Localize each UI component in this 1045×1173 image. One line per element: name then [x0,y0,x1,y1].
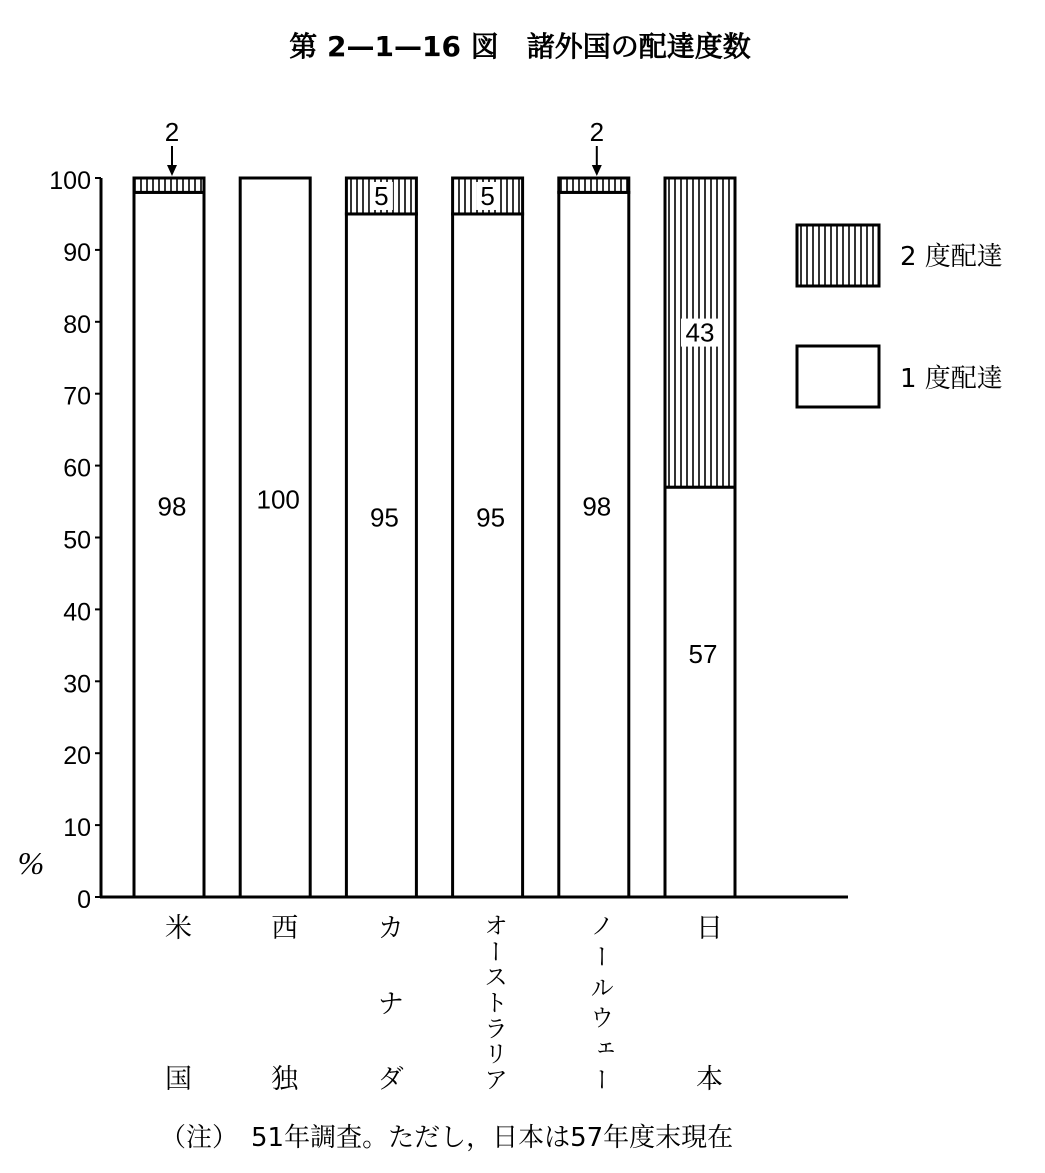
y-tick-label: 0 [77,886,91,914]
data-label: 57 [688,639,718,670]
y-tick-label: 30 [63,670,91,699]
category-char: ウ [585,1005,614,1030]
chart-title: 第 2—1—16 図 諸外国の配達度数 [289,30,751,63]
bar-segment-1 [346,214,416,897]
x-category-label [474,913,514,1091]
category-char: 独 [266,1064,298,1091]
y-tick-label: 50 [63,526,91,555]
x-category-label [367,913,407,1091]
y-tick-label: 90 [63,238,91,267]
y-tick-label: 60 [63,454,91,483]
category-char: ル [585,974,614,999]
arrow-head [167,165,177,176]
data-label: 95 [476,502,506,533]
bar-segment-1 [453,214,523,897]
category-char: ダ [372,1064,404,1091]
legend-swatch-2 [797,225,879,286]
category-char: 西 [266,913,298,940]
category-char: ー [585,1066,614,1091]
category-char: ー [585,943,614,968]
y-tick-label: 40 [63,598,91,627]
category-char: ト [479,989,508,1014]
plot-area [49,117,848,914]
category-char: ノ [585,913,614,937]
x-category-label [580,913,620,1091]
category-char: ェ [585,1036,614,1061]
y-tick-label: 80 [63,310,91,339]
category-char: ー [479,938,508,963]
footnote: （注） 51年調査。ただし，日本は57年度末現在 [160,1123,734,1153]
y-tick-label: 100 [49,167,91,195]
y-tick-label: 70 [63,382,91,411]
category-char: ア [479,1066,508,1091]
data-label: 43 [685,317,715,348]
data-label: 98 [157,491,187,522]
bar-segment-1 [559,192,629,897]
bar-segment-1 [665,487,735,897]
data-label: 5 [480,180,495,211]
category-char: オ [479,913,508,937]
legend-label-2: 2 度配達 [900,242,1003,272]
category-char: カ [372,913,404,940]
data-label: 5 [374,180,389,211]
category-char: 国 [160,1064,191,1091]
category-char: ラ [479,1015,508,1040]
y-tick-label: 20 [63,742,91,771]
legend-swatch-1 [797,346,879,407]
category-char: 日 [691,913,722,940]
bar-segment-2 [559,178,629,192]
legend-label-1: 1 度配達 [900,364,1003,394]
bar-segment-2 [134,178,204,192]
data-label: 2 [589,117,605,147]
bar-segment-1 [240,178,310,897]
category-char: 米 [160,913,191,940]
y-axis-label: % [17,845,45,881]
arrow-head [592,165,602,176]
legend [797,225,1003,407]
category-char: ナ [372,988,404,1016]
data-label: 95 [369,502,399,533]
y-tick-label: 10 [63,814,91,843]
x-category-label [155,913,195,1091]
data-label: 100 [256,484,300,515]
category-char: 本 [691,1064,722,1091]
x-category-label [261,913,301,1091]
x-category-label [686,913,726,1091]
bar-segment-1 [134,192,204,897]
category-char: リ [479,1041,508,1066]
data-label: 98 [582,491,612,522]
data-label: 2 [164,117,180,147]
category-char: ス [479,964,508,989]
